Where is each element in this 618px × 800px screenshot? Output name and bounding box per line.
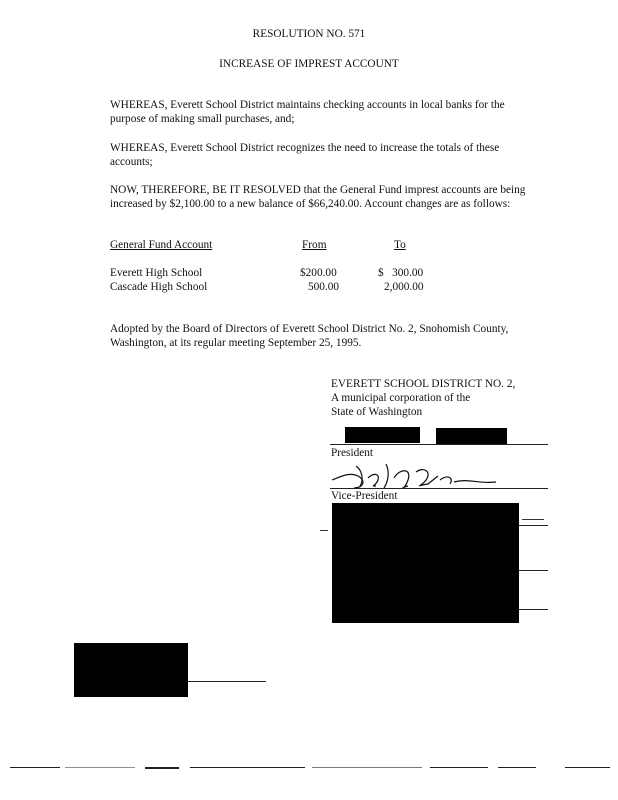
table-row-from: 500.00: [308, 281, 340, 293]
signature-org-block: [331, 377, 515, 419]
table-header-from: From: [302, 239, 327, 251]
whereas-1-line-1: WHEREAS, Everett School District maintains checking accounts in local banks for the: [110, 99, 505, 111]
scan-edge-line: [498, 767, 536, 768]
signature-line: [188, 681, 266, 682]
table-row-account: Cascade High School: [110, 281, 208, 293]
scan-artifact: [522, 519, 544, 520]
resolved-line-2: increased by $2,100.00 to a new balance of $66,240.00. Account changes are as follows:: [110, 198, 511, 210]
resolved-paragraph: [110, 183, 525, 211]
scan-edge-line: [565, 767, 610, 768]
adopted-line-2: Washington, at its regular meeting September 25, 1995.: [110, 337, 362, 349]
org-line-3: State of Washington: [331, 406, 423, 418]
signature-line: [519, 609, 548, 610]
scan-edge-line: [10, 767, 60, 768]
org-line-1: EVERETT SCHOOL DISTRICT NO. 2,: [331, 378, 516, 390]
whereas-1-line-2: purpose of making small purchases, and;: [110, 113, 295, 125]
signature-line: [519, 570, 548, 571]
redaction-box: [436, 428, 507, 444]
adopted-line-1: Adopted by the Board of Directors of Everett School District No. 2, Snohomish County,: [110, 323, 509, 335]
table-row-to: 2,000.00: [384, 281, 424, 293]
table-row-from: $200.00: [300, 267, 337, 279]
redaction-box: [74, 643, 188, 697]
table-header-account: General Fund Account: [110, 239, 213, 251]
resolution-subtitle: INCREASE OF IMPREST ACCOUNT: [219, 58, 399, 70]
whereas-2-line-2: accounts;: [110, 156, 153, 168]
scan-edge-line: [312, 767, 422, 768]
table-row-account: Everett High School: [110, 267, 203, 279]
president-signature-line: [330, 444, 548, 445]
table-row-to: $ 300.00: [378, 267, 424, 279]
scan-edge-line: [190, 767, 305, 768]
scan-edge-line: [145, 767, 179, 769]
vice-president-label: Vice-President: [331, 490, 398, 502]
scan-artifact: [320, 530, 328, 531]
whereas-paragraph-2: [110, 141, 499, 169]
president-label: President: [331, 447, 374, 459]
scan-edge-line: [430, 767, 488, 768]
resolved-line-1: NOW, THEREFORE, BE IT RESOLVED that the General Fund imprest accounts are being: [110, 184, 526, 196]
whereas-paragraph-1: [110, 98, 505, 126]
adopted-paragraph: [110, 322, 508, 350]
signature-line: [519, 525, 548, 526]
redaction-box: [332, 503, 519, 623]
scan-edge-line: [65, 767, 135, 768]
resolution-title: RESOLUTION NO. 571: [252, 28, 366, 40]
table-header-to: To: [394, 239, 406, 251]
org-line-2: A municipal corporation of the: [331, 392, 471, 404]
whereas-2-line-1: WHEREAS, Everett School District recognizes the need to increase the totals of these: [110, 142, 500, 154]
redaction-box: [345, 427, 420, 443]
